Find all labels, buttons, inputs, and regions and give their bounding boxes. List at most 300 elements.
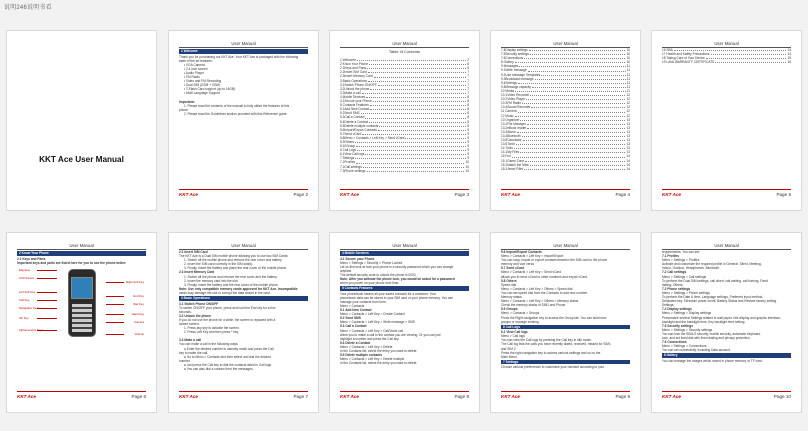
toc-entry-page: 7 <box>467 78 469 83</box>
callout-label: Alphanumeric Keys <box>19 328 44 332</box>
text-line: phone. <box>179 107 189 112</box>
text-line: 5.4 Delete a Contact <box>340 340 371 345</box>
toc-entry-title: 8 Gallery <box>501 60 514 65</box>
callout-line <box>106 334 124 335</box>
toc-leader <box>357 58 466 61</box>
phone-diagram <box>62 269 102 339</box>
toc-leader <box>527 126 625 129</box>
toc-entry-page: 9 <box>467 148 469 153</box>
toc-leader <box>368 70 466 73</box>
text-line: 7.4 Display settings <box>662 307 692 312</box>
text-line: The default security code to unlock the phone is 0000. <box>340 272 417 277</box>
page-number: Page 3 <box>454 192 469 197</box>
text-line: Activate and customize the required profile in General, Silent, Meeting, <box>662 262 762 267</box>
page-4 <box>490 30 641 211</box>
toc-entry-title: 13.4Bluetooth <box>501 133 521 138</box>
callout-label: End Key <box>133 294 144 298</box>
toc-entry-page: 13 <box>626 146 630 151</box>
toc-entry-page: 13 <box>626 125 630 130</box>
section-heading: 4 Mobile Services <box>340 251 469 256</box>
toc-entry-page: 14 <box>626 158 630 163</box>
text-block <box>17 257 146 265</box>
text-block <box>501 250 630 324</box>
toc-entry[interactable] <box>340 169 469 173</box>
text-line: groups or manage existing. <box>501 319 540 324</box>
text-line: Menu > Settings > Call settings <box>662 274 707 279</box>
toc-leader <box>515 114 626 117</box>
toc-leader <box>370 107 466 110</box>
toc-entry-page: 10 <box>626 56 630 61</box>
toc-entry-title: 4 Mobile Services <box>340 94 366 99</box>
toc-leader <box>524 56 625 59</box>
text-line: lock, and set fixed dial with fixed dialing and privacy protection. <box>662 335 751 340</box>
toc-entry-title: 2 Know Your Phone <box>340 62 369 67</box>
text-line: Menu > Contacts <box>340 303 365 308</box>
toc-entry-title: 13.5Calculator <box>501 138 522 143</box>
toc-entry-title: 13.2eBook reader <box>501 125 527 130</box>
callout-label: Right Soft Key <box>126 280 144 284</box>
text-line: Menu > Contacts > Left Key > Import/Export <box>501 254 564 259</box>
page-header: User Manual <box>179 41 308 48</box>
text-line: 3. Finally, insert the battery and the rear cover of the mobile phone. <box>184 282 279 287</box>
text-line: Menu > Call logs <box>501 334 525 339</box>
toc-leader <box>515 60 626 63</box>
text-line: Settings. <box>662 303 675 308</box>
text-line: Menu > Contacts > Left Key > Others > Speed dial <box>501 286 573 291</box>
text-line: Menu > Contacts > Left Key > Delete multiple <box>340 357 405 362</box>
text-line: 2. Insert the memory card into the slot. <box>184 278 239 283</box>
toc-entry-title: 12 Music <box>501 113 514 118</box>
text-line: You can set speed dial from the Contacts to add new number. <box>501 290 588 295</box>
toc-entry-title: 10 Media <box>501 88 515 93</box>
toc-entry-title: 17 Health and Safety Precautions <box>662 52 710 57</box>
page-header: User Manual <box>662 243 791 250</box>
page-9 <box>490 232 641 413</box>
toc-leader <box>706 56 787 59</box>
toc-leader <box>405 136 466 139</box>
toc-entry-title: 6 Call Logs <box>340 148 356 153</box>
text-line: 5.9 Groups <box>501 307 518 312</box>
page-header: User Manual <box>501 41 630 48</box>
toc-entry-page: 9 <box>467 156 469 161</box>
text-line: Speed dial <box>501 282 517 287</box>
toc-entry-title: 19 LAVA WARRANTY CERTIFICATE <box>662 60 715 65</box>
text-line: • T-Flash Card support (up to 16GB) <box>184 87 236 92</box>
footer-logo: KKT Ace <box>662 192 681 197</box>
text-line: To switch ON/OFF your phone, press and hold the End key for a few <box>179 305 276 310</box>
page-number: Page 10 <box>773 394 791 399</box>
toc-entry-page: 2 <box>467 58 469 63</box>
toc-entry-title: 10.3FM Radio <box>501 101 522 106</box>
toc-leader <box>529 48 626 51</box>
toc-entry-page: 7 <box>467 70 469 75</box>
text-block <box>340 292 469 366</box>
toc-entry-page: 12 <box>626 97 630 102</box>
text-line: To perform the Dual SIM settings, call divert, call waiting, call barring, Fixed <box>662 278 768 283</box>
toc-entry-title: 18 Taking Care of Your Device <box>662 56 705 61</box>
toc-list <box>662 48 791 64</box>
toc-leader <box>370 103 467 106</box>
toc-entry-page: 11 <box>626 76 630 81</box>
text-line: ● Just press the Call key to dial the contacts listed in Call logs <box>184 362 272 367</box>
text-block <box>179 250 308 295</box>
callout-label: Camera <box>134 320 144 324</box>
text-line: Menu > Settings > Display settings <box>662 311 712 316</box>
toc-entry-page: 14 <box>787 52 791 57</box>
toc-entry-title: 13 Organizer <box>501 117 520 122</box>
toc-entry-title: 9.1Write message <box>501 68 527 73</box>
callout-label: Hash Key <box>131 312 144 316</box>
text-line: 7.2 Call settings <box>662 270 687 275</box>
cover-title: KKT Ace User Manual <box>39 155 124 164</box>
toc-entry-page: 14 <box>626 162 630 167</box>
text-line: 1. Please read the contents of the manual to fully utilize the features of this <box>184 103 290 108</box>
toc-leader <box>526 97 625 100</box>
toc-leader <box>378 83 466 86</box>
toc-entry-title: 9.3Broadcast message <box>501 76 534 81</box>
text-line: ● Go to Menu > Contacts and then select and dial the desired <box>184 354 271 359</box>
toc-entry-title: 10.4Sound Recorder <box>501 105 531 110</box>
toc-entry-page: 7 <box>467 74 469 79</box>
toc-leader <box>531 105 625 108</box>
footer-logo: KKT Ace <box>179 192 198 197</box>
toc-entry-title: 7.4Display settings <box>501 48 528 52</box>
text-line: 4.1 Secure your Phone <box>340 256 375 261</box>
text-line: phonebook data can be stored in your SIM card or your phone memory. You can <box>340 295 453 300</box>
text-line: Menu > Settings > Connections <box>662 344 707 349</box>
toc-entry-title: 10.1Video Recorder <box>501 93 530 98</box>
toc-entry-title: 10.2Video Player <box>501 97 526 102</box>
text-line: requirements. You can set: <box>662 250 700 254</box>
text-line: 2. Insert the SIM card correctly in the SIM slot(s). <box>184 262 254 267</box>
text-line: • FM Radio <box>184 74 200 79</box>
text-line: 7.1 Profiles <box>662 254 680 259</box>
page-cover <box>6 30 157 211</box>
toc-leader <box>516 142 625 145</box>
text-line: Your phonebook means all your saved contacts for a customer. Your <box>340 291 437 296</box>
phone-keypad <box>72 304 92 332</box>
toc-entry-title: 15 Fun <box>501 154 511 159</box>
toc-entry-title: 15.2Match the Mice <box>501 162 529 167</box>
page-header: User Manual <box>17 243 146 250</box>
text-block <box>179 302 308 372</box>
toc-entry[interactable] <box>501 167 630 171</box>
toc-leader <box>520 150 625 153</box>
text-line: • VGA Camera <box>184 62 205 67</box>
toc-leader <box>518 109 626 112</box>
toc-entry-page: 13 <box>626 138 630 143</box>
footer-logo: KKT Ace <box>501 394 520 399</box>
toc-leader <box>524 167 625 170</box>
toc-entry-title: 5 Contacts Features <box>340 103 369 108</box>
text-block <box>501 330 630 359</box>
callout-label: Call Key <box>19 298 30 302</box>
text-line: The KKT Ace is a Dual SIM mobile phone allowing you to use two SIM Cards: <box>179 254 289 259</box>
toc-entry-title: 13.1File Manager <box>501 121 526 126</box>
toc-leader <box>518 81 626 84</box>
toc-entry-title: 3.3Make a call <box>340 90 361 95</box>
text-line: 5.2 Send SMS <box>340 316 361 321</box>
footer-logo: KKT Ace <box>340 192 359 197</box>
toc-entry-page: 8 <box>467 119 469 124</box>
toc-entry-title: 9.5Message capacity <box>501 84 531 89</box>
text-line: Note: After you activate the phone lock, you would be asked for a password <box>340 276 455 281</box>
toc-entry-page: 13 <box>626 142 630 147</box>
page-number: Page 4 <box>615 192 630 197</box>
text-line: You can copy, import or export contacts between the SIM card to the phone <box>501 258 608 263</box>
toc-entry-title: 7 Settings <box>340 156 355 161</box>
toc-entry[interactable] <box>662 60 791 64</box>
toc-leader <box>532 85 626 88</box>
toc-leader <box>517 130 626 133</box>
text-line: 7.3 Phone settings <box>662 286 691 291</box>
text-line: 2.3 Insert Memory Card <box>179 270 215 275</box>
callout-line <box>37 300 57 301</box>
text-block <box>662 250 791 352</box>
toc-entry-title: 3.2Unlock the phone <box>340 86 370 91</box>
toc-entry-page: 8 <box>467 115 469 120</box>
toc-entry-title: 13.3Alarm <box>501 129 516 134</box>
toc-entry-page: 11 <box>626 84 630 89</box>
text-line: You can view the Call logs by pressing the Call key in idle mode. <box>501 338 592 343</box>
page-10 <box>651 232 802 413</box>
callout-line <box>37 278 57 279</box>
text-line: and SIM 2. <box>501 346 517 351</box>
toc-entry-page: 12 <box>626 105 630 110</box>
toc-leader <box>523 138 626 141</box>
toc-entry-title: 5.10Group <box>340 144 356 149</box>
toc-entry-page: 14 <box>626 154 630 159</box>
toc-leader <box>374 74 467 77</box>
toc-leader <box>355 156 466 159</box>
toc-leader <box>519 64 626 67</box>
toc-entry-page: 11 <box>626 72 630 77</box>
text-line: In the Contacts list, select the entry you want to delete. <box>340 348 418 353</box>
toc-entry-page: 11 <box>626 64 630 69</box>
text-line: Note: Use only compatible memory cards approved for KKT Ace. Incompatible <box>179 286 298 291</box>
toc-entry-page: 14 <box>626 166 630 171</box>
text-line: Menu > Contacts > Left Key > Call/Voice call <box>340 328 403 333</box>
text-line: Menu > Contacts > Left Key > Write message > SMS <box>340 320 415 325</box>
toc-leader <box>357 148 466 151</box>
toc-entry-title: 6.1View Call logs <box>340 152 365 157</box>
text-line: locked screen. <box>179 322 200 326</box>
callout-line <box>37 308 57 309</box>
callout-label: Earpiece <box>19 268 31 272</box>
toc-entry-title: 5.5Delete multiple contacts <box>340 123 379 128</box>
text-line: 1. Switch off the mobile phone and remove the rear cover and battery. <box>184 258 283 263</box>
toc-entry-page: 10 <box>465 160 469 165</box>
toc-entry-title: 7.2Call settings <box>340 164 362 169</box>
page-6 <box>6 232 157 413</box>
toc-entry-title: 3.1Switch Phone ON/OFF <box>340 82 377 87</box>
toc-entry-title: 14 Tools <box>501 146 513 151</box>
toc-entry-page: 6 <box>467 62 469 67</box>
toc-leader <box>370 87 466 90</box>
text-line: Menu > Settings > Security > Phone Locked <box>340 260 403 265</box>
toc-leader <box>367 169 465 172</box>
toc-entry-title: 9.2Use message Templates <box>501 72 541 77</box>
toc-leader <box>674 48 787 51</box>
text-line: 5.7 Send vCard <box>501 266 525 271</box>
callout-line <box>37 270 57 271</box>
callout-line <box>37 292 57 293</box>
text-line: 3.3 Make a call <box>179 338 202 343</box>
toc-entry-page: 12 <box>626 109 630 114</box>
toc-leader <box>530 93 625 96</box>
toc-entry-page: 7 <box>467 86 469 91</box>
toc-entry-title: 5.9Others <box>340 139 354 144</box>
toc-leader <box>711 52 787 55</box>
text-line: Menu > Settings > Security settings <box>662 327 713 332</box>
page-number: Page 6 <box>131 394 146 399</box>
text-line: 2.1 Keys and Parts <box>17 256 46 261</box>
text-line: If you do not use the phone for a while, the screen is replaced with a <box>179 317 276 322</box>
section-heading: 1 Welcome <box>179 49 308 54</box>
text-line: You can make a call in the following ways: <box>179 342 239 347</box>
toc-entry-title: 2.1Keys and Parts <box>340 66 367 71</box>
text-line: • Dual SIM (GSM + GSM) <box>184 83 221 88</box>
callout-line <box>106 282 124 283</box>
footer-logo: KKT Ace <box>340 394 359 399</box>
page-7 <box>168 232 319 413</box>
text-line: cards may damage the slot or corrupt the data stored in the card. <box>179 290 271 295</box>
page-2 <box>168 30 319 211</box>
text-line: The Call log lists the calls you have recently dialed, received, missed for SIM1 <box>501 342 611 347</box>
toc-entry-title: 5.1Add New Contact <box>340 107 370 112</box>
text-line: Menu > Settings > Profiles <box>662 258 700 263</box>
toc-entry-page: 13 <box>626 129 630 134</box>
text-line: Dedicated key, Schedule power on/off, Battery Status and Restore factory setting. <box>662 299 778 304</box>
text-line: anytime. <box>340 268 353 273</box>
text-line: 5.1 Add New Contact <box>340 308 372 313</box>
page-3 <box>329 30 480 211</box>
toc-entry-page: 10 <box>626 60 630 65</box>
text-line: 5.6 Import/Export Contacts <box>501 250 542 254</box>
text-line: 3.1 Switch Phone ON/OFF <box>179 301 219 306</box>
toc-entry-page: 10 <box>465 164 469 169</box>
page-number: Page 9 <box>615 394 630 399</box>
toc-entry-page: 10 <box>626 48 630 52</box>
text-line: 5.8 Others <box>501 278 517 283</box>
text-line: Menu > Contacts > Left Key > Delete <box>340 344 393 349</box>
text-line: backlight and the backlight time, Key backlight time setting. <box>662 319 746 324</box>
page-header: User Manual <box>501 243 630 250</box>
toc-list <box>501 48 630 171</box>
section-heading: 3 Basic Operations <box>179 296 308 301</box>
text-line: 7.6 Connections <box>662 340 687 345</box>
text-line: ● You can also dial a contact from the messages. <box>184 367 254 372</box>
toc-leader <box>530 163 626 166</box>
section-heading: 6 Call Logs <box>501 325 630 330</box>
toc-entry-title: 9.4Settings <box>501 80 517 85</box>
toc-leader <box>514 146 626 149</box>
text-line: 2. Please read the Guidelines section provided with this Reference guide <box>184 111 287 116</box>
text-line: seconds. <box>179 309 192 314</box>
toc-entry-page: 7 <box>467 82 469 87</box>
text-line: ● Enter the desired number in standby mode and press the Call <box>184 346 274 351</box>
page-number: Page 7 <box>293 394 308 399</box>
toc-entry-title: 3 Basic Operations <box>340 78 367 83</box>
toc-leader <box>363 165 465 168</box>
text-line: allows you to send vCard to other numbers and export vCard. <box>501 274 588 279</box>
toc-leader <box>530 52 626 55</box>
text-line: Check the memory status of SIM1 and Phone. <box>501 303 567 308</box>
toc-leader <box>365 152 466 155</box>
toc-leader <box>356 144 466 147</box>
toc-entry-page: 14 <box>787 48 791 52</box>
section-heading: 7 Settings <box>501 360 630 365</box>
toc-leader <box>362 91 467 94</box>
text-line: Menu > Contacts > Left Key > Create Contact <box>340 312 405 317</box>
page-header: User Manual <box>340 41 469 48</box>
text-line: In the Contacts list, select the entry you want to delete. <box>340 361 418 366</box>
toc-entry-title: 7.5Security settings <box>501 52 529 57</box>
toc-entry-title: 15.3Jewel Fillet <box>501 166 523 171</box>
section-heading: 2 Know Your Phone <box>17 251 146 256</box>
page-8 <box>329 232 480 413</box>
toc-leader <box>369 120 466 123</box>
watermark: 说明246说明书看 <box>4 5 52 11</box>
toc-leader <box>535 77 626 80</box>
text-line: Important keys and parts are listed here for you to use the phone better: <box>17 260 127 265</box>
toc-entry-page: 8 <box>467 111 469 116</box>
toc-entry-page: 13 <box>626 133 630 138</box>
toc-entry-page: 8 <box>467 94 469 99</box>
text-line: 1. Press any key to activate the screen. <box>184 326 240 331</box>
toc-leader <box>369 62 466 65</box>
text-line: Personalize several Settings related to wall paper, Idle display and graphic interface, <box>662 315 781 320</box>
text-line: Menu > Contacts > Groups <box>501 311 540 316</box>
callout-line <box>106 314 124 315</box>
toc-entry-page: 9 <box>467 131 469 136</box>
toc-entry-page: 14 <box>626 150 630 155</box>
page-header: User Manual <box>179 243 308 250</box>
callout-label: Volume <box>134 332 144 336</box>
callout-label: Navigation Keys <box>19 306 40 310</box>
toc-entry-title: 7.1Profiles <box>340 160 356 165</box>
text-line: Main Menu. <box>501 354 518 359</box>
text-line: You can manage the images which saved in phone memory or TF card. <box>662 358 763 363</box>
text-line: Memory status <box>501 295 522 300</box>
text-line: when you power on your phone next time. <box>340 281 400 286</box>
text-line: key to make the call. <box>179 350 209 355</box>
toc-leader <box>368 79 466 82</box>
page-header: User Manual <box>662 41 791 48</box>
toc-leader <box>515 89 626 92</box>
text-line: • Multi Language Support <box>184 91 220 96</box>
toc-entry-page: 9 <box>467 127 469 132</box>
toc-entry-title: 14.1My Files <box>501 150 520 155</box>
text-line: 3.2 Unlock the phone <box>179 313 212 318</box>
text-block <box>340 257 469 286</box>
toc-entry-title: 2.2Insert SIM Card <box>340 70 367 75</box>
text-line: Allow you to make a call to the contact you are viewing. Or you can just <box>340 332 441 337</box>
toc-leader <box>366 95 466 98</box>
toc-entry-page: 11 <box>626 68 630 73</box>
toc-entry-title: 7.6Connections <box>501 56 524 61</box>
text-line: Thank you for purchasing our KKT Ace. Your KKT Ace is packaged with the following <box>179 54 299 59</box>
toc-entry-page: 11 <box>626 88 630 93</box>
toc-entry-page: 8 <box>467 99 469 104</box>
toc-entry-title: 5.3Call a Contact <box>340 115 365 120</box>
text-line: 5.5 Delete multiple contacts <box>340 353 382 358</box>
toc-entry-title: 5.6Import/Export Contacts <box>340 127 378 132</box>
text-line: Press the right navigation key to access various settings and so on the <box>501 350 601 355</box>
toc-leader <box>522 101 625 104</box>
toc-leader <box>367 66 466 69</box>
toc-entry-title: 11 Camera <box>501 109 517 114</box>
